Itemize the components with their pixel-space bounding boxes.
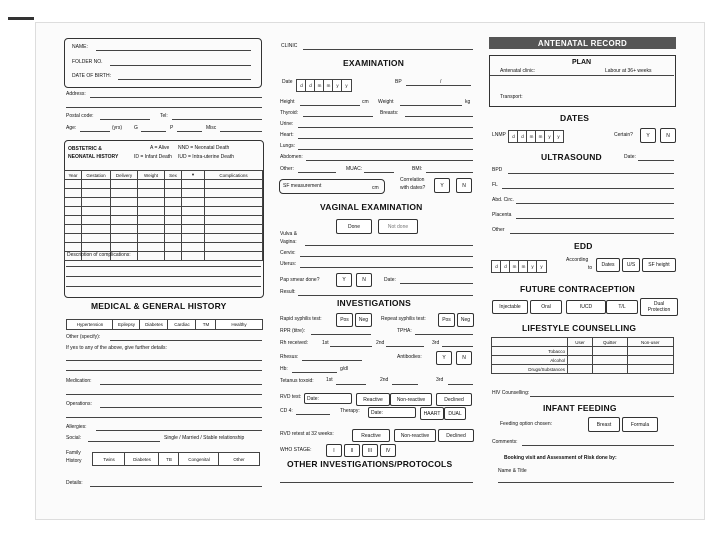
date-cell[interactable]: d <box>296 79 307 92</box>
lnmp-cell[interactable]: d <box>517 130 528 143</box>
edd-cell[interactable]: m <box>509 260 520 273</box>
operations-field[interactable] <box>100 407 262 408</box>
cervix-label: Cervix: <box>280 250 296 256</box>
fc-tl[interactable]: T/L <box>606 300 638 314</box>
legend-nnd: NND = Neonatal Death <box>178 145 230 151</box>
dob-label: DATE OF BIRTH: <box>72 73 111 79</box>
rvd32-label: RVD retest at 32 weeks: <box>280 431 334 437</box>
date-cell[interactable]: m <box>314 79 325 92</box>
weight-label: Weight <box>378 99 394 105</box>
infant-feeding-heading: INFANT FEEDING <box>543 403 617 413</box>
rvd32-nonreactive[interactable]: Non-reactive <box>394 429 436 442</box>
family-tb[interactable]: TB <box>158 452 180 466</box>
lnmp-label: LNMP <box>492 132 506 138</box>
edd-cell[interactable]: m <box>518 260 529 273</box>
lc-row-label: Drugs/Substances <box>492 365 568 374</box>
table-row[interactable] <box>65 243 263 252</box>
social-field[interactable] <box>88 441 160 442</box>
table-row[interactable] <box>65 180 263 189</box>
hb-label: Hb: <box>280 366 288 372</box>
rh-1st-field[interactable] <box>330 346 372 347</box>
cm-label: cm <box>362 99 369 105</box>
edd-cell[interactable]: d <box>491 260 502 273</box>
cd4-field[interactable] <box>296 414 330 415</box>
urine-label: Urine: <box>280 121 294 127</box>
tpha-label: TPHA: <box>397 328 412 334</box>
who-stage-3[interactable]: III <box>362 444 378 457</box>
obstetric-header-row <box>65 171 263 180</box>
pap-no[interactable]: N <box>356 273 372 287</box>
antibodies-no[interactable]: N <box>456 351 472 365</box>
col-weight: Weight <box>138 171 165 180</box>
correlation-label-1: Correlation <box>400 177 425 183</box>
lc-col-user: User <box>568 338 593 347</box>
certain-no[interactable]: N <box>660 128 676 143</box>
vulva-label-1: Vulva & <box>280 231 298 237</box>
us-date-label: Date: <box>624 154 636 160</box>
dob-field[interactable] <box>118 79 251 80</box>
plan-heading: PLAN <box>572 59 592 66</box>
folder-field[interactable] <box>110 65 251 66</box>
g-label: G <box>134 125 138 131</box>
edd-us[interactable]: U/S <box>622 258 640 272</box>
heart-field[interactable] <box>298 138 473 139</box>
tel-label: Tel: <box>160 113 168 119</box>
height-label: Height <box>280 99 295 105</box>
age-field[interactable] <box>80 131 110 132</box>
correlation-yes[interactable]: Y <box>434 178 450 193</box>
rh-3rd-field[interactable] <box>442 346 473 347</box>
other-specify-label: Other (specify): <box>66 334 101 340</box>
condition-hypertension[interactable]: Hypertension <box>66 319 114 330</box>
who-stage-4[interactable]: IV <box>380 444 396 457</box>
condition-diabetes[interactable]: Diabetes <box>139 319 169 330</box>
therapy-label: Therapy: <box>340 408 360 414</box>
rvd-declined[interactable]: Declined <box>436 393 472 406</box>
allergies-label: Allergies: <box>66 424 87 430</box>
according-label-2: to <box>588 265 593 271</box>
fc-oral[interactable]: Oral <box>530 300 562 314</box>
other-specify-field[interactable] <box>110 340 262 341</box>
lc-col-quitter: Quitter <box>593 338 628 347</box>
lifestyle-heading: LIFESTYLE COUNSELLING <box>522 323 637 333</box>
rpr-label: RPR (titre): <box>280 328 305 334</box>
lnmp-cell[interactable]: m <box>526 130 537 143</box>
postal-label: Postal code: <box>66 113 94 119</box>
clinic-label: CLINIC <box>281 43 298 49</box>
edd-cell[interactable]: y <box>536 260 547 273</box>
bp-slash: / <box>440 79 442 85</box>
details-label: Details: <box>66 480 83 486</box>
labour-label: Labour at 36+ weeks <box>605 68 652 74</box>
heart-label: Heart: <box>280 132 294 138</box>
col-complications: Complications <box>205 171 263 180</box>
other-exam-field[interactable] <box>298 172 336 173</box>
obstetric-title-2: NEONATAL HISTORY <box>68 154 119 160</box>
col-sex: Sex <box>165 171 182 180</box>
vulva-label-2: Vagina: <box>280 239 297 245</box>
edd-heading: EDD <box>574 241 593 251</box>
placenta-field[interactable] <box>516 218 674 219</box>
yrs-label: (yrs) <box>112 125 122 131</box>
urine-field[interactable] <box>298 127 473 128</box>
tel-field[interactable] <box>172 119 262 120</box>
rh-3rd: 3rd <box>432 340 440 346</box>
name-label: NAME: <box>72 44 88 50</box>
lc-row-label: Alcohol <box>492 356 568 365</box>
pap-yes[interactable]: Y <box>336 273 352 287</box>
transport-label: Transport: <box>500 94 523 100</box>
date-cell[interactable]: y <box>341 79 352 92</box>
table-row[interactable] <box>65 198 263 207</box>
col-delivery: Delivery <box>111 171 138 180</box>
abd-circ-field[interactable] <box>516 203 674 204</box>
date-cell[interactable]: m <box>323 79 334 92</box>
kg-label: kg <box>465 99 471 105</box>
comments-label: Comments: <box>492 439 518 445</box>
table-row[interactable] <box>492 365 674 374</box>
rvd-label: RVD test: <box>280 394 302 400</box>
address-field-2[interactable] <box>66 107 262 108</box>
thyroid-label: Thyroid: <box>280 110 299 116</box>
antenatal-clinic-label: Antenatal clinic: <box>500 68 536 74</box>
fl-field[interactable] <box>502 188 674 189</box>
dual-option[interactable]: DUAL <box>444 407 466 420</box>
table-row[interactable] <box>65 207 263 216</box>
complications-line-2[interactable] <box>66 276 261 277</box>
operations-line-2[interactable] <box>66 417 262 418</box>
table-row[interactable] <box>65 189 263 198</box>
name-field[interactable] <box>96 50 251 51</box>
lnmp-cell[interactable]: d <box>508 130 519 143</box>
legend-alive: A = Alive <box>150 145 170 151</box>
correlation-no[interactable]: N <box>456 178 472 193</box>
correlation-label-2: with dates? <box>400 185 426 191</box>
abdomen-label: Abdomen: <box>280 154 303 160</box>
name-title-label: Name & Title <box>498 468 527 474</box>
tetanus-label: Tetanus toxoid: <box>280 378 314 384</box>
allergies-field[interactable] <box>96 430 262 431</box>
examination-heading: EXAMINATION <box>343 58 405 68</box>
rhesus-label: Rhesus: <box>280 354 299 360</box>
feeding-formula[interactable]: Formula <box>622 417 658 432</box>
lungs-label: Lungs: <box>280 143 296 149</box>
vulva-field[interactable] <box>305 245 473 246</box>
col-gestation: Gestation <box>82 171 111 180</box>
complications-label: Description of complications: <box>67 252 131 258</box>
tetanus-1st: 1st <box>326 377 333 383</box>
rh-2nd: 2nd <box>376 340 385 346</box>
fc-injectable[interactable]: Injectable <box>492 300 528 314</box>
p-field[interactable] <box>177 131 202 132</box>
ultrasound-heading: ULTRASOUND <box>541 152 602 162</box>
medication-field[interactable] <box>100 384 262 385</box>
table-row[interactable] <box>492 347 674 356</box>
according-label-1: According <box>566 257 589 263</box>
date-cell[interactable]: y <box>332 79 343 92</box>
rvd32-reactive[interactable]: Reactive <box>352 429 390 442</box>
tetanus-2nd: 2nd <box>380 377 389 383</box>
clinic-field[interactable] <box>303 49 473 50</box>
sf-label: SF measurement <box>283 183 322 189</box>
plan-divider <box>490 75 674 76</box>
result-label: Result: <box>280 289 296 295</box>
fc-dual-label: Dual <box>653 301 665 307</box>
rhesus-field[interactable] <box>302 360 362 361</box>
if-yes-label: If yes to any of the above, give further details: <box>66 345 167 351</box>
edd-sf-height[interactable]: SF height <box>642 258 676 272</box>
gdl-label: g/dl <box>340 366 349 372</box>
rh-2nd-field[interactable] <box>386 346 424 347</box>
breasts-field[interactable] <box>405 116 473 117</box>
table-row[interactable] <box>492 356 674 365</box>
placenta-label: Placenta <box>492 212 512 218</box>
certain-yes[interactable]: Y <box>640 128 656 143</box>
who-stage-2[interactable]: II <box>344 444 360 457</box>
other-exam-label: Other: <box>280 166 294 172</box>
dates-heading: DATES <box>560 113 590 123</box>
bpd-field[interactable] <box>508 173 674 174</box>
rapid-syphilis-label: Rapid syphilis test: <box>280 316 322 322</box>
rvd-nonreactive[interactable]: Non-reactive <box>390 393 432 406</box>
lnmp-cell[interactable]: m <box>535 130 546 143</box>
other-investigations-line[interactable] <box>280 482 473 483</box>
corner-mark <box>8 17 34 20</box>
postal-field[interactable] <box>100 119 150 120</box>
antibodies-label: Antibodies: <box>397 354 422 360</box>
top-margin <box>0 0 720 22</box>
obstetric-table <box>64 170 263 261</box>
p-label: P <box>170 125 174 131</box>
haart-option[interactable]: HAART <box>420 407 444 420</box>
vaginal-not-done-button[interactable]: Not done <box>378 219 418 234</box>
folder-label: FOLDER NO. <box>72 59 103 65</box>
table-row[interactable] <box>65 234 263 243</box>
social-options[interactable]: Single / Married / Stable relationship <box>164 435 245 441</box>
date-cell[interactable]: d <box>305 79 316 92</box>
operations-label: Operations: <box>66 401 92 407</box>
sf-unit: cm <box>372 185 379 191</box>
uterus-label: Uterus: <box>280 261 297 267</box>
antenatal-record-banner: ANTENATAL RECORD <box>489 37 676 49</box>
us-date-field[interactable] <box>638 160 674 161</box>
family-label-1: Family <box>66 450 81 456</box>
vaginal-done-button[interactable]: Done <box>336 219 372 234</box>
address-label: Address: <box>66 91 86 97</box>
medical-history-heading: MEDICAL & GENERAL HISTORY <box>91 301 227 311</box>
rpr-field[interactable] <box>311 334 371 335</box>
lnmp-cell[interactable]: y <box>544 130 555 143</box>
bmi-field[interactable] <box>426 172 473 173</box>
edd-dates[interactable]: Dates <box>596 258 620 272</box>
pap-date-field[interactable] <box>400 283 473 284</box>
g-field[interactable] <box>141 131 166 132</box>
condition-epilepsy[interactable]: Epilepsy <box>112 319 141 330</box>
rvd-date-field[interactable]: Date: <box>304 393 352 404</box>
tetanus-1st-field[interactable] <box>336 384 366 385</box>
thyroid-field[interactable] <box>303 116 373 117</box>
tetanus-3rd: 3rd <box>436 377 444 383</box>
other-investigations-heading: OTHER INVESTIGATIONS/PROTOCOLS <box>287 459 453 469</box>
rh-1st: 1st <box>322 340 329 346</box>
table-row[interactable] <box>65 216 263 225</box>
lifestyle-table <box>491 337 674 374</box>
repeat-neg[interactable]: Neg <box>457 313 474 327</box>
pap-label: Pap smear done? <box>280 277 320 283</box>
tpha-field[interactable] <box>415 334 473 335</box>
antibodies-yes[interactable]: Y <box>436 351 452 365</box>
uterus-field[interactable] <box>300 267 473 268</box>
edd-cell[interactable]: y <box>527 260 538 273</box>
tetanus-3rd-field[interactable] <box>448 384 473 385</box>
rvd32-declined[interactable]: Declined <box>438 429 474 442</box>
fc-iucd[interactable]: IUCD <box>566 300 606 314</box>
complications-line-3[interactable] <box>66 286 261 287</box>
certain-label: Certain? <box>614 132 633 138</box>
hiv-counselling-field[interactable] <box>530 396 674 397</box>
lc-row-label: Tobacco <box>492 347 568 356</box>
legend-id: ID = Infant Death <box>134 154 172 160</box>
misc-label: Misc <box>206 125 217 131</box>
abdomen-field[interactable] <box>306 160 473 161</box>
rh-received-label: Rh received: <box>280 340 309 346</box>
muac-field[interactable] <box>364 172 394 173</box>
abd-circ-label: Abd. Circ. <box>492 197 514 203</box>
col-outcome: ▾ <box>182 171 205 180</box>
cervix-field[interactable] <box>300 256 473 257</box>
fc-protection-label: Protection <box>647 307 671 313</box>
rapid-pos[interactable]: Pos <box>336 313 353 327</box>
hiv-counselling-label: HIV Counselling: <box>492 390 530 396</box>
comments-field[interactable] <box>522 445 674 446</box>
us-other-field[interactable] <box>510 233 674 234</box>
condition-cardiac[interactable]: Cardiac <box>167 319 197 330</box>
bp-field[interactable] <box>406 85 471 86</box>
lc-col-nonuser: Non-user <box>627 338 673 347</box>
medication-line-2[interactable] <box>66 394 262 395</box>
result-field[interactable] <box>298 295 473 296</box>
who-stage-1[interactable]: I <box>326 444 342 457</box>
family-label-2: History <box>66 458 82 464</box>
lnmp-cell[interactable]: y <box>553 130 564 143</box>
vaginal-exam-heading: VAGINAL EXAMINATION <box>320 202 423 212</box>
address-field-1[interactable] <box>90 97 262 98</box>
lifestyle-header-row <box>492 338 674 347</box>
therapy-date-field[interactable]: Date: <box>368 407 416 418</box>
condition-tm[interactable]: TM <box>195 319 217 330</box>
name-title-field[interactable] <box>498 482 674 483</box>
hb-field[interactable] <box>292 372 337 373</box>
table-row[interactable] <box>65 225 263 234</box>
family-twins[interactable]: Twins <box>92 452 126 466</box>
fc-dual-protection[interactable] <box>640 298 678 316</box>
investigations-heading: INVESTIGATIONS <box>337 298 411 308</box>
details-line-1[interactable] <box>66 360 262 361</box>
repeat-pos[interactable]: Pos <box>438 313 455 327</box>
cd4-label: CD 4: <box>280 408 293 414</box>
who-stage-label: WHO STAGE: <box>280 447 312 453</box>
col-year: Year <box>65 171 82 180</box>
condition-healthy[interactable]: Healthy <box>215 319 263 330</box>
booking-label: Booking visit and Assessment of Risk done by: <box>504 455 617 461</box>
lungs-field[interactable] <box>298 149 473 150</box>
rapid-neg[interactable]: Neg <box>355 313 372 327</box>
social-label: Social: <box>66 435 82 441</box>
age-label: Age: <box>66 125 77 131</box>
family-diabetes[interactable]: Diabetes <box>124 452 160 466</box>
pap-date-label: Date: <box>384 277 396 283</box>
rvd-reactive[interactable]: Reactive <box>356 393 390 406</box>
details-field[interactable] <box>90 486 262 487</box>
height-field[interactable] <box>300 105 360 106</box>
family-other[interactable]: Other <box>218 452 260 466</box>
medication-label: Medication: <box>66 378 92 384</box>
bpd-label: BPD <box>492 167 503 173</box>
details-line-2[interactable] <box>66 370 262 371</box>
bmi-label: BMI: <box>412 166 423 172</box>
tetanus-2nd-field[interactable] <box>392 384 418 385</box>
family-congenital[interactable]: Congenital <box>178 452 220 466</box>
feeding-breast[interactable]: Breast <box>588 417 620 432</box>
breasts-label: Breasts: <box>380 110 399 116</box>
muac-label: MUAC: <box>346 166 363 172</box>
us-other-label: Other <box>492 227 505 233</box>
legend-iud: IUD = Intra-uterine Death <box>178 154 234 160</box>
obstetric-title-1: OBSTETRIC & <box>68 146 102 152</box>
edd-cell[interactable]: d <box>500 260 511 273</box>
misc-field[interactable] <box>220 131 262 132</box>
repeat-syphilis-label: Repeat syphilis test: <box>381 316 426 322</box>
fl-label: FL <box>492 182 498 188</box>
exam-date-label: Date <box>282 79 293 85</box>
complications-line-1[interactable] <box>66 266 261 267</box>
feeding-option-label: Feeding option chosen: <box>500 421 552 427</box>
bp-label: BP <box>395 79 402 85</box>
weight-field[interactable] <box>400 105 462 106</box>
future-contraception-heading: FUTURE CONTRACEPTION <box>520 284 635 294</box>
